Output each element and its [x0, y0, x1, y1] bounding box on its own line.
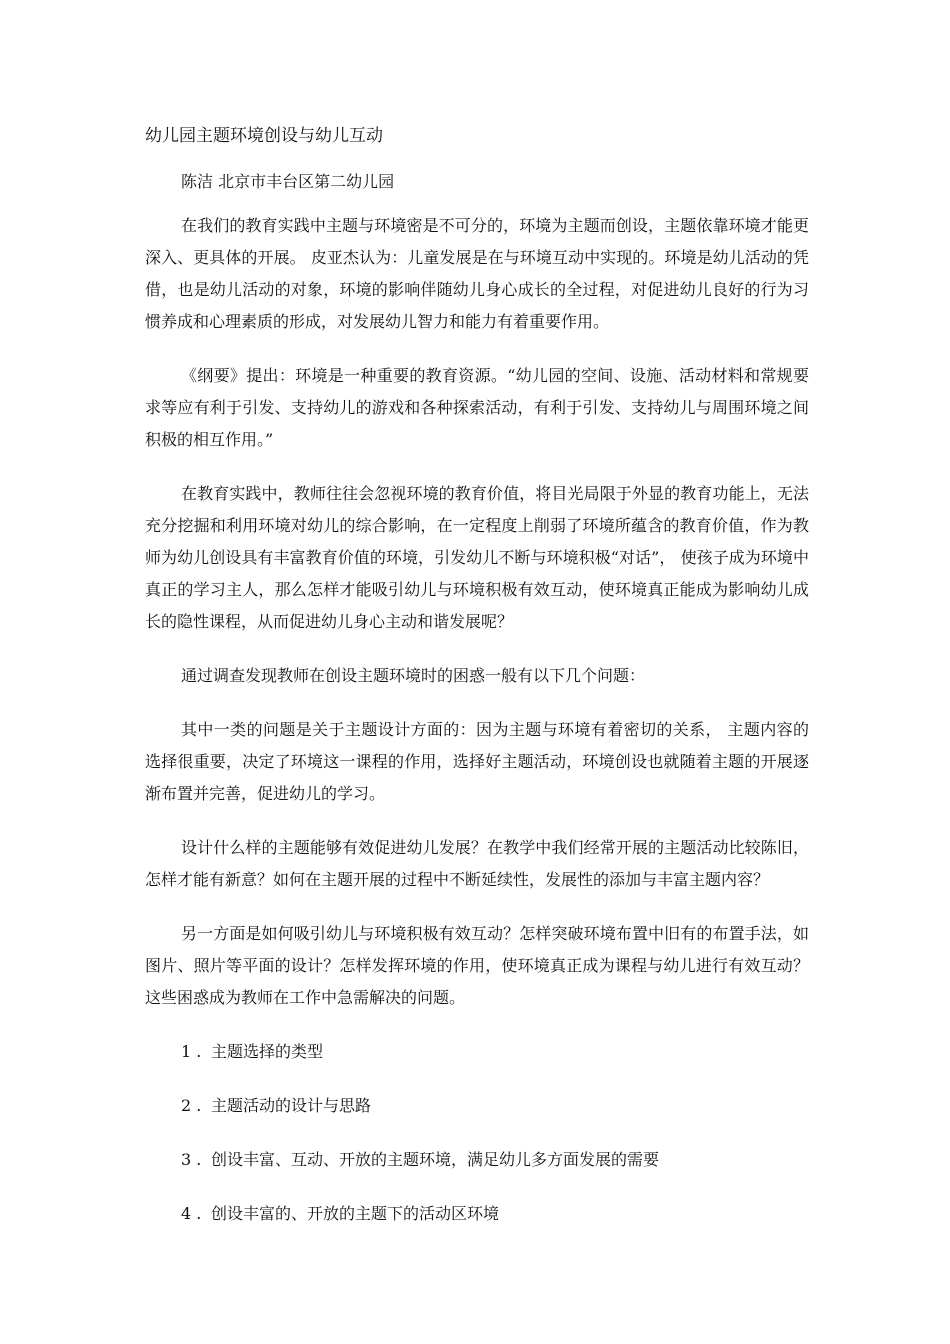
author-line: 陈洁 北京市丰台区第二幼儿园	[181, 172, 395, 191]
list-item-number: 4 .	[181, 1204, 202, 1223]
paragraph-survey: 通过调查发现教师在创设主题环境时的困惑一般有以下几个问题：	[181, 666, 646, 685]
list-item-text: 主题活动的设计与思路	[211, 1096, 372, 1115]
document-title: 幼儿园主题环境创设与幼儿互动	[145, 126, 383, 146]
paragraph-practice: 在教育实践中，教师往往会忽视环境的教育价值，将目光局限于外显的教育功能上，无法充分挖掘和利用环境对幼儿的综合影响，在一定程度上削弱了环境所蕴含的教育价值，作为教师为幼儿创设具有丰富教育价值的环境，引发幼儿不断与环境积极“对话”， 使孩子成为环境中真正的学习主人，那么怎样才能吸引幼儿与环境积极有效互动，使环境真正能成为影响幼儿成长的隐性课程，从而促进幼儿身心主动和谐发展呢？	[145, 484, 809, 631]
list-item-text: 创设丰富的、开放的主题下的活动区环境	[211, 1204, 500, 1223]
paragraph-theme-design: 其中一类的问题是关于主题设计方面的：因为主题与环境有着密切的关系， 主题内容的选择很重要，决定了环境这一课程的作用，选择好主题活动，环境创设也就随着主题的开展逐渐布置并完善，促进幼儿的学习。	[145, 720, 809, 803]
list-item-number: 3 .	[181, 1150, 202, 1169]
document-body	[145, 120, 809, 1252]
list-item-text: 主题选择的类型	[211, 1042, 324, 1061]
paragraph-guideline: 《纲要》提出：环境是一种重要的教育资源。“幼儿园的空间、设施、活动材料和常规要求等应有利于引发、支持幼儿的游戏和各种探索活动，有利于引发、支持幼儿与周围环境之间积极的相互作用。”	[145, 366, 809, 449]
list-item	[145, 1036, 809, 1068]
list-item	[145, 1090, 809, 1122]
list-item-text: 创设丰富、互动、开放的主题环境，满足幼儿多方面发展的需要	[211, 1150, 660, 1169]
numbered-list	[145, 1036, 809, 1230]
list-item	[145, 1144, 809, 1176]
list-item-number: 1 .	[181, 1042, 202, 1061]
list-item-number: 2 .	[181, 1096, 202, 1115]
paragraph-questions: 设计什么样的主题能够有效促进幼儿发展？在教学中我们经常开展的主题活动比较陈旧，怎样才能有新意？如何在主题开展的过程中不断延续性，发展性的添加与丰富主题内容？	[145, 838, 809, 889]
paragraph-intro: 在我们的教育实践中主题与环境密是不可分的，环境为主题而创设，主题依靠环境才能更深入、更具体的开展。 皮亚杰认为：儿童发展是在与环境互动中实现的。环境是幼儿活动的凭借，也是幼儿活动的对象，环境的影响伴随幼儿身心成长的全过程，对促进幼儿良好的行为习惯养成和心理素质的形成，对发展幼儿智力和能力有着重要作用。	[145, 216, 809, 331]
paragraph-interaction: 另一方面是如何吸引幼儿与环境积极有效互动？怎样突破环境布置中旧有的布置手法，如图片、照片等平面的设计？怎样发挥环境的作用，使环境真正成为课程与幼儿进行有效互动？这些困惑成为教师在工作中急需解决的问题。	[145, 924, 809, 1007]
list-item	[145, 1198, 809, 1230]
